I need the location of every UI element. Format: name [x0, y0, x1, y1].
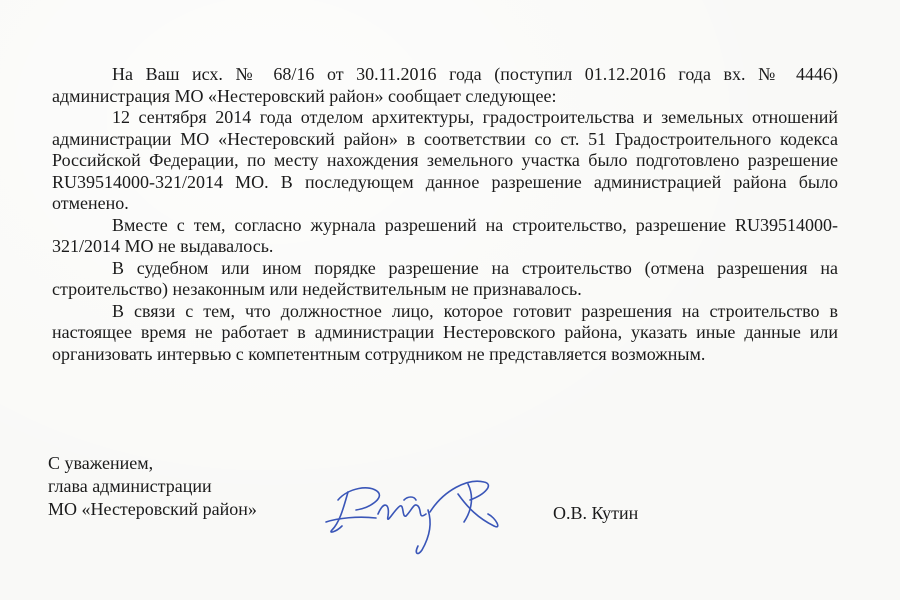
paragraph-reference: На Ваш исх. № 68/16 от 30.11.2016 года (поступил 01.12.2016 года вх. № 4446) администрация МО «Нестеровский район» сообщает следующее: [52, 64, 838, 106]
signer-name: О.В. Кутин [553, 503, 639, 523]
signoff-position: глава администрации [48, 476, 212, 496]
signoff-organization: МО «Нестеровский район» [48, 499, 257, 519]
handwritten-signature [318, 470, 518, 560]
paragraph-permit-journal: Вместе с тем, согласно журнала разрешений на строительство, разрешение RU39514000-321/2014 МО не выдавалось. [52, 214, 838, 256]
signoff-greeting: С уважением, [48, 453, 154, 473]
letter-body [52, 64, 838, 365]
signoff-block [48, 452, 257, 521]
paragraph-permit-prepared: 12 сентября 2014 года отделом архитектуры, градостроительства и земельных отношений администрации МО «Нестеровский район» в соответствии со ст. 51 Градостроительного кодекса Российской Федерации, по месту нахождения земельного участка было подготовлено разрешение RU39514000-321/2014 МО. В последующем данное разрешение администрацией района было отменено. [52, 107, 838, 213]
paragraph-court: В судебном или ином порядке разрешение на строительство (отмена разрешения на строительство) незаконным или недействительным не признавалось. [52, 257, 838, 299]
paragraph-official: В связи с тем, что должностное лицо, которое готовит разрешения на строительство в настоящее время не работает в администрации Нестеровского района, указать иные данные или организовать интервью с компетентным сотрудником не представляется возможным. [52, 300, 838, 364]
